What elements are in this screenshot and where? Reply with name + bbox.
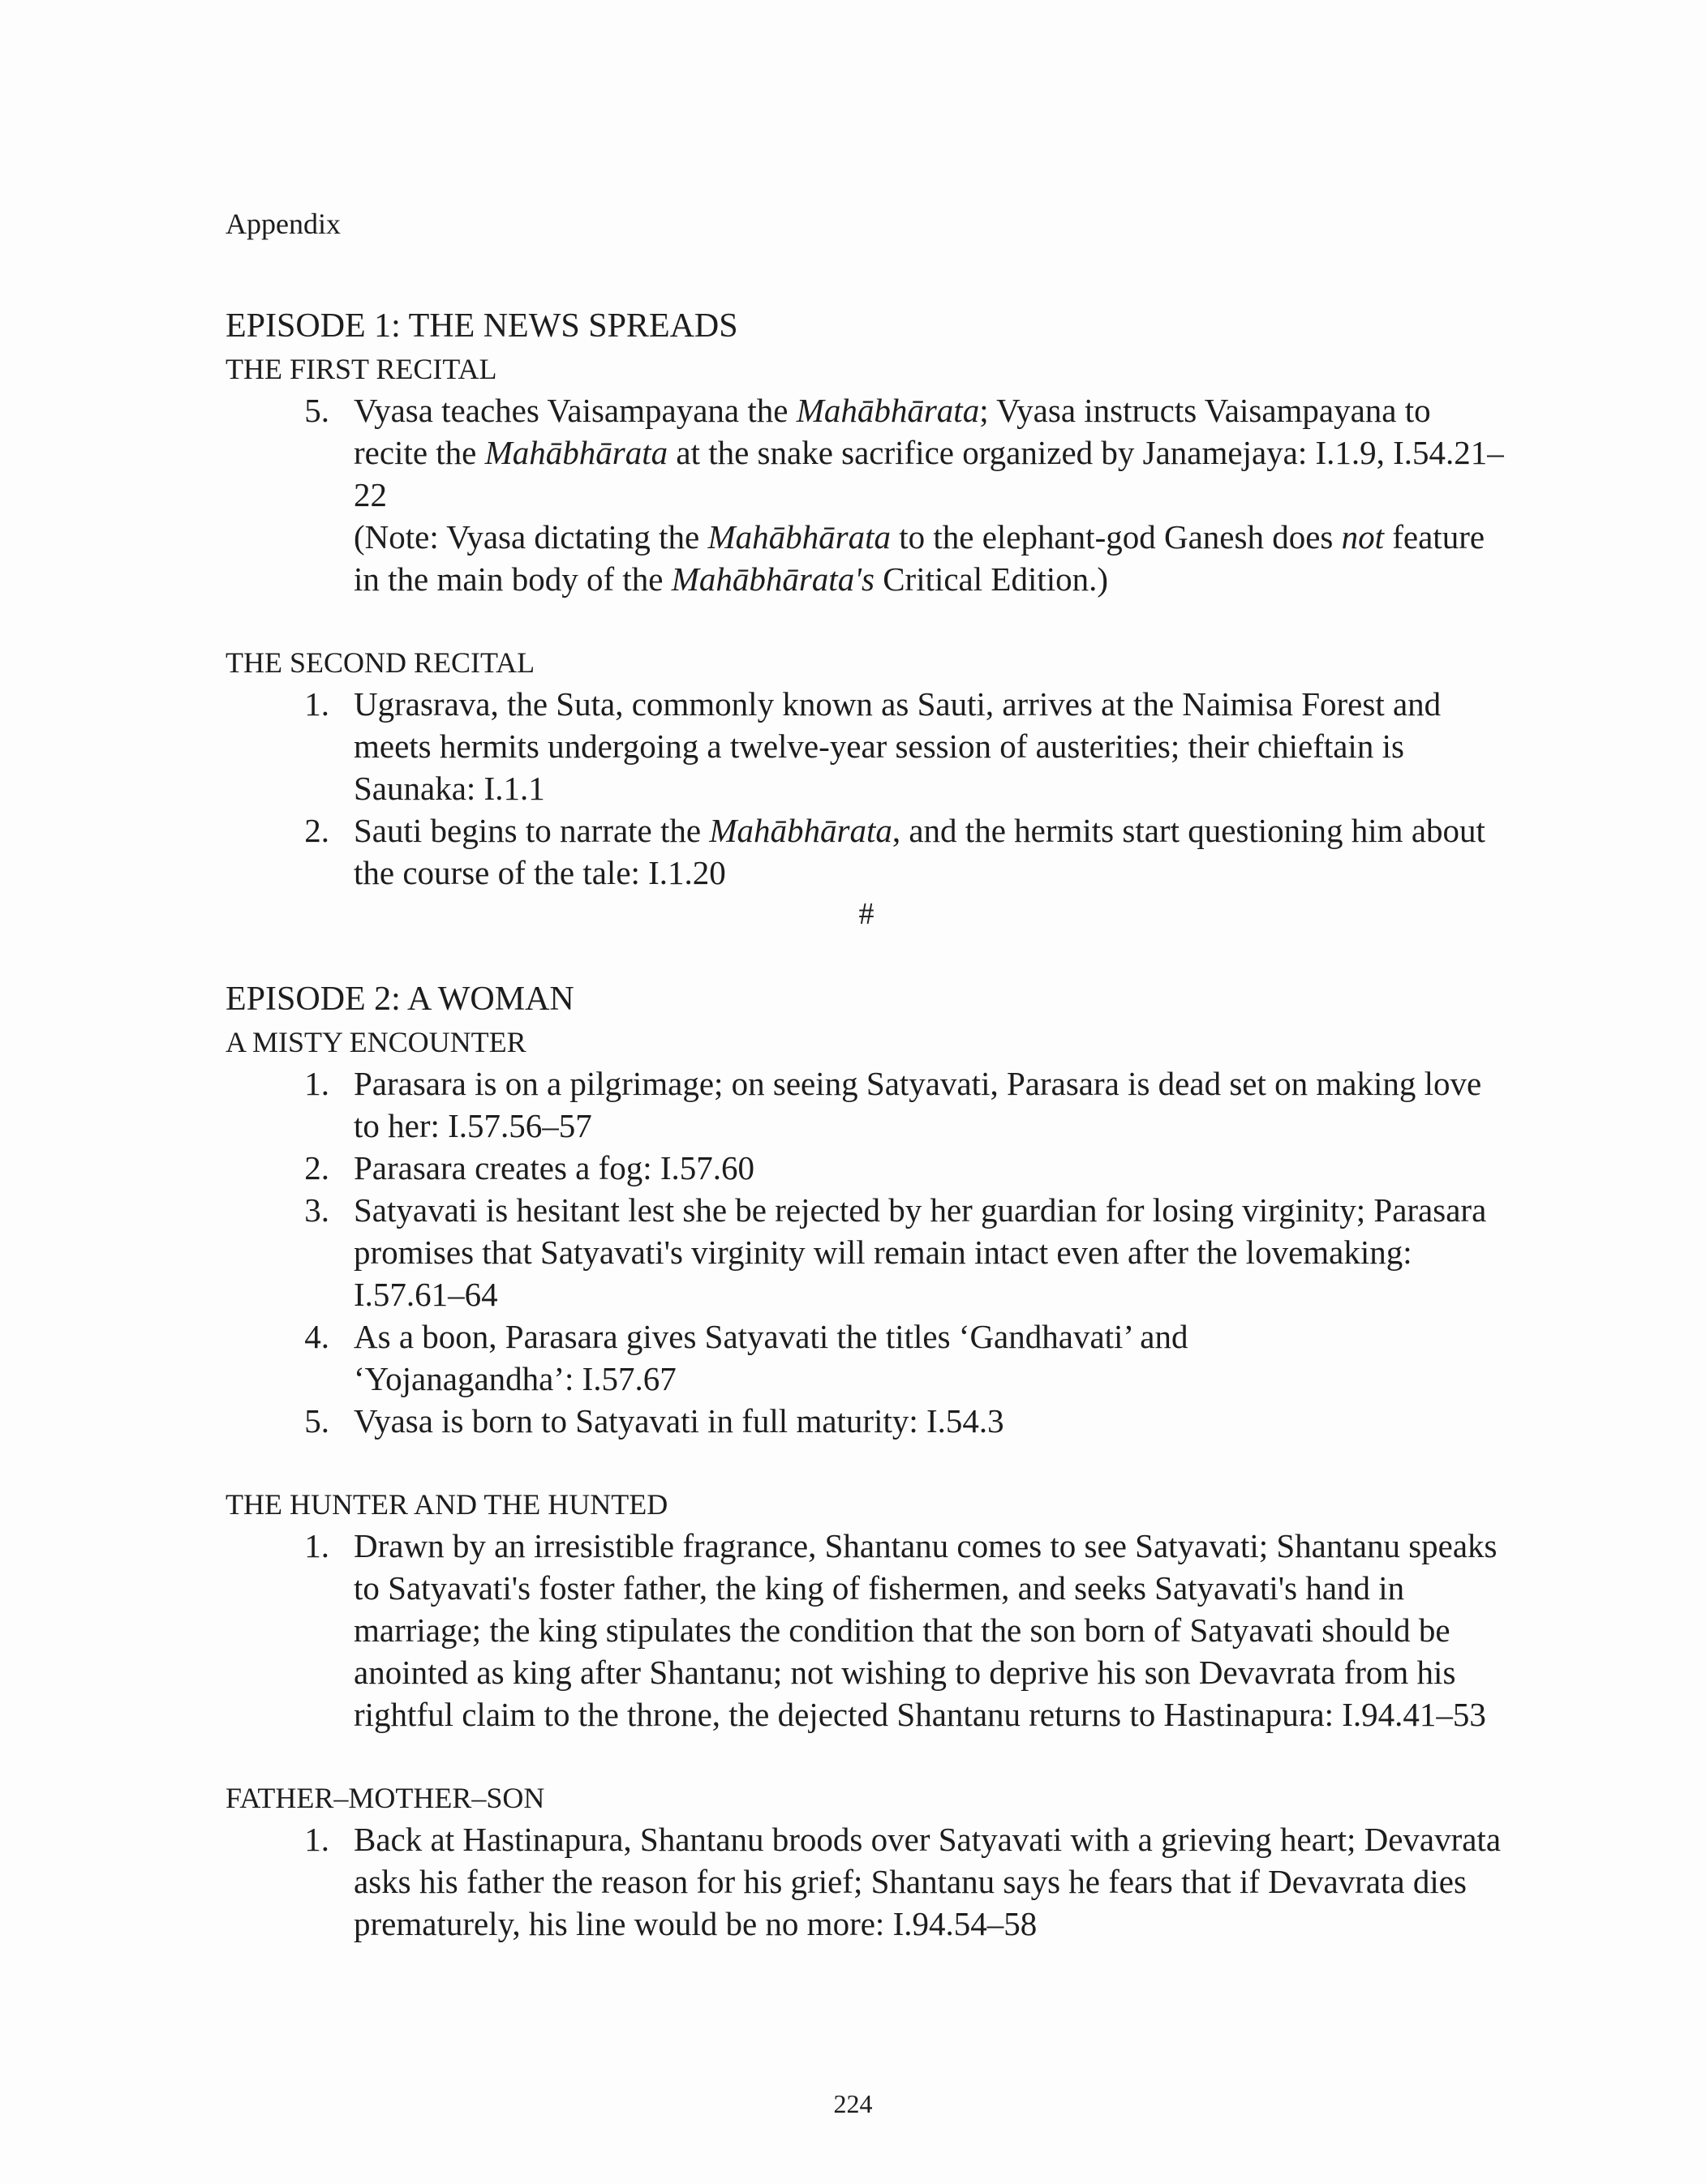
list-item	[226, 1818, 1507, 1945]
section-misty-encounter-title: A MISTY ENCOUNTER	[226, 1026, 526, 1058]
list-item	[226, 1400, 1507, 1442]
spacer	[226, 934, 1507, 976]
spacer	[226, 1442, 1507, 1484]
section-first-recital-title: THE FIRST RECITAL	[226, 353, 497, 385]
episode-2-title: EPISODE 2: A WOMAN	[226, 980, 574, 1018]
section-separator: #	[858, 897, 874, 931]
list-item	[226, 683, 1507, 809]
item-text	[354, 389, 1507, 600]
section-father-mother-son-title: FATHER–MOTHER–SON	[226, 1782, 545, 1814]
hunter-list	[226, 1525, 1507, 1736]
text-run: Critical Edition.)	[874, 560, 1109, 598]
section-second-recital-title: THE SECOND RECITAL	[226, 646, 535, 679]
item-text: Drawn by an irresistible fragrance, Shantanu comes to see Satyavati; Shantanu speaks to Satyavati's foster father, the king of fishermen, and seeks Satyavati's hand in marriage; the king stipulates the condition that the son born of Satyavati should be anointed as king after Shantanu; not wishing to deprive his son Devavrata from his rightful claim to the throne, the dejected Shantanu returns to Hastinapura: I.94.41–53	[354, 1527, 1498, 1733]
italic-emphasis: not	[1341, 518, 1384, 556]
text-run: to the elephant-god Ganesh does	[890, 518, 1342, 556]
first-recital-list	[226, 389, 1507, 600]
item-number: 5.	[304, 392, 329, 429]
item-number: 3.	[304, 1191, 329, 1229]
list-item	[226, 389, 1507, 600]
italic-title: Mahābhārata	[796, 392, 980, 429]
father-mother-son-list	[226, 1818, 1507, 1945]
second-recital-list	[226, 683, 1507, 894]
italic-title: Mahābhārata's	[671, 560, 874, 598]
italic-title: Mahābhārata	[484, 434, 668, 471]
list-item	[226, 1189, 1507, 1315]
list-item	[226, 1062, 1507, 1147]
item-number: 2.	[304, 812, 329, 849]
list-item	[226, 1525, 1507, 1736]
text-run: Sauti begins to narrate the	[354, 812, 710, 849]
italic-title: Mahābhārata	[707, 518, 891, 556]
text-run: , and the hermits start questioning him about the course of the tale: I.1.20	[354, 812, 1485, 891]
text-run: feature in the main body of the	[354, 518, 1485, 598]
editorial-note	[354, 516, 1507, 600]
item-number: 1.	[304, 1821, 329, 1858]
item-text: As a boon, Parasara gives Satyavati the titles ‘Gandhavati’ and ‘Yojanagandha’: I.57.67	[354, 1318, 1188, 1397]
spacer	[226, 600, 1507, 642]
page-content	[226, 303, 1507, 1945]
text-run: ; Vyasa instructs Vaisampayana to recite the	[354, 392, 1431, 471]
text-run: at the snake sacrifice organized by Janamejaya: I.1.9, I.54.21–22	[354, 434, 1504, 513]
item-number: 1.	[304, 1065, 329, 1102]
item-text	[354, 809, 1507, 894]
item-text: Parasara creates a fog: I.57.60	[354, 1149, 755, 1186]
spacer	[226, 1736, 1507, 1778]
item-number: 4.	[304, 1318, 329, 1355]
italic-title: Mahābhārata	[709, 812, 892, 849]
misty-encounter-list	[226, 1062, 1507, 1442]
item-number: 2.	[304, 1149, 329, 1186]
item-text: Back at Hastinapura, Shantanu broods over Satyavati with a grieving heart; Devavrata asks his father the reason for his grief; Shantanu says he fears that if Devavrata dies prematurely, his line would be no more: I.94.54–58	[354, 1821, 1502, 1942]
list-item	[226, 1315, 1507, 1400]
episode-1-title: EPISODE 1: THE NEWS SPREADS	[226, 307, 738, 345]
item-text: Ugrasrava, the Suta, commonly known as Sauti, arrives at the Naimisa Forest and meets hermits undergoing a twelve-year session of austerities; their chieftain is Saunaka: I.1.1	[354, 685, 1442, 807]
item-number: 5.	[304, 1402, 329, 1440]
item-number: 1.	[304, 1527, 329, 1564]
page-number: 224	[833, 2089, 873, 2118]
item-text: Parasara is on a pilgrimage; on seeing Satyavati, Parasara is dead set on making love to her: I.57.56–57	[354, 1065, 1482, 1144]
list-item	[226, 1147, 1507, 1189]
list-item	[226, 809, 1507, 894]
section-hunter-title: THE HUNTER AND THE HUNTED	[226, 1488, 668, 1521]
text-run: (Note: Vyasa dictating the	[354, 518, 708, 556]
item-text: Satyavati is hesitant lest she be rejected by her guardian for losing virginity; Parasara promises that Satyavati's virginity will remain intact even after the lovemaking: I.57.61–64	[354, 1191, 1487, 1313]
item-number: 1.	[304, 685, 329, 723]
text-run: Vyasa teaches Vaisampayana the	[354, 392, 797, 429]
item-text: Vyasa is born to Satyavati in full maturity: I.54.3	[354, 1402, 1004, 1440]
running-head: Appendix	[226, 208, 341, 240]
